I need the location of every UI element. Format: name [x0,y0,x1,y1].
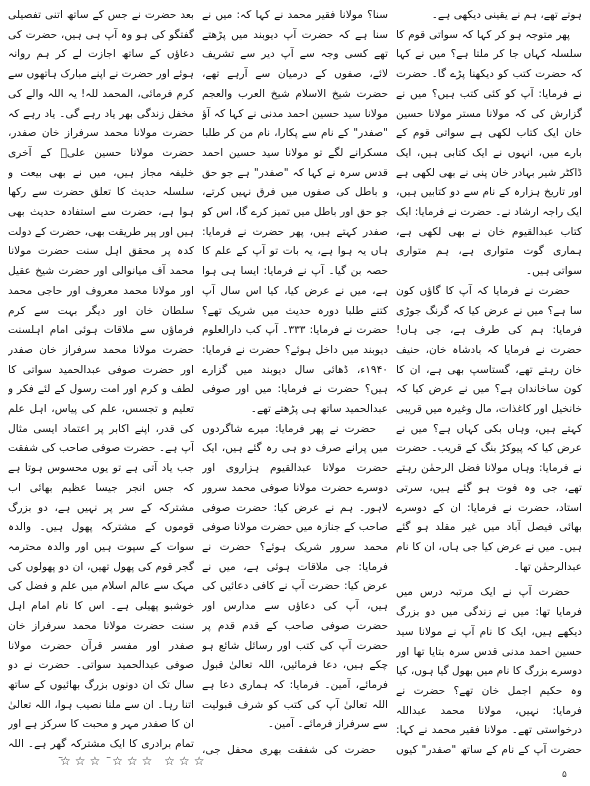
paragraph: حضرت آپ نے ایک مرتبہ درس میں فرمایا تھا: میں نے زندگی میں دو بزرگ دیکھے ہیں، ایک کا نام آپ نے مولانا سید حسین احمد مدنی قدس سرہ بتایا تھا اور دوسرے بزرگ کا نام میں بھول گیا ہوں، کیا وہ حکیم اجمل خان تھے؟ حضرت نے فرمایا: نہیں، مولانا محمد عبداللہ درخواستی تھے۔ مولانا فقیر محمد نے کہا: حضرت آپ کے نام کے ساتھ "صفدر" کیوں [396,586,582,757]
paragraph: سنا؟ مولانا فقیر محمد نے کہا کہ: میں نے سنا ہے کہ حضرت آپ دیوبند میں پڑھتے تھے کسی وجہ سے آپ دیر سے تشریف لائے، صفوں کے درمیان سے آرہے تھے، حضرت شیخ الاسلام شیخ العرب والعجم مولانا سید حسین احمد مدنی نے کہا کہ آؤ "صفدر" کے نام سے پکارا، نام من کر طلبا مسکرانے لگے تو مولانا سید حسین احمد قدس سرہ نے کہا کہ "صفدر" ہے جو حق و باطل کی صفوں میں فرق نہیں کرتے، جو حق اور باطل میں تمیز کرے گا، اس کو صفدر کہتے ہیں، پھر حضرت نے فرمایا: ہاں یہ ہوا ہے، یہ بات تو آپ کے علم کا حصہ بن گیا۔ آپ نے فرمایا: ایسا ہی ہوا ہے، میں نے عرض کیا، کیا اس سال آپ کتنے طلبا دورہ حدیث میں شریک تھے؟ حضرت نے فرمایا: ۳۳۳۔ آپ کب دارالعلوم دیوبند میں داخل ہوئے؟ حضرت نے فرمایا: ۱۹۴۰ء، ڈھائی سال دیوبند میں گزارے ہیں؟ حضرت نے فرمایا: میں اور صوفی عبدالحمید ساتھ ہی پڑھتے تھے۔ [202,9,388,416]
paragraph: پھر متوجہ ہو کر کہا کہ سواتی قوم کا سلسلہ کہاں جا کر ملتا ہے؟ میں نے کہا کہ حضرت کتب کو دیکھنا پڑے گا۔ حضرت نے فرمایا: آپ کو کئی کتب ہیں؟ میں نے گزارش کی کہ مولانا مستر مولانا حسین خان ایک کتاب لکھی ہے سواتی قوم کے بارے میں، انہوں نے ایک کتابی ہیں، ایک ڈاکٹر شیر بہادر خان پنی نے بھی لکھی ہے اور تاریخ ہزارہ کے نام سے دو کتابیں ہیں، ایک راجہ ارشاد نے۔ حضرت نے فرمایا: ایک کتاب عبدالقیوم خان نے بھی لکھی ہے، ہماری گوت متواری ہے، ہم متواری سواتی ہیں۔ [396,28,582,278]
paragraph: بعد حضرت نے جس کے ساتھ اتنی تفصیلی گفتگو کی ہو وہ آپ ہی ہیں، حضرت کی دعاؤں کے ساتھ اجازت لے کر ہم روانہ ہوئے اور حضرت نے اپنے مبارک ہاتھوں سے کرم فرمائی، المحمد للہ! یہ اللہ والے کی مخفل زندگی بھر یاد رہے گی۔ یاد رہے کہ حضرت مولانا محمد سرفراز خان صفدر، حضرت مولانا حسین علیؒ کے آخری خلیفہ مجاز ہیں، میں نے بھی بیعت و سلسلہ حدیث کا تعلق حضرت سے رکھا ہوا ہے، حضرت سے استفادہ حدیث بھی ہیں اور پیر طریقت بھی، حضرت کے دولت کدہ پر محقق اہل سنت حضرت مولانا محمد آف میانوالی اور حضرت شیخ عقیل اور مولانا محمد معروف اور حاجی محمد سلطان خان اور دیگر بہت سے کرم فرماؤں سے ملاقات ہوئی امام اہلسنت حضرت مولانا محمد سرفراز خان صفدر اور حضرت صوفی عبدالحمید سواتی کا لطف و کرم اور امت رسول کے لئے فکر و تعلیم و تجسس، علم کی پیاس، اہل علم کی قدر، اپنے اکابر پر اعتماد ایسی مثال آپ ہے۔ حضرت صوفی صاحب کی شفقت جب یاد آتی ہے تو یوں محسوس ہوتا ہے کہ جس انجر جیسا عظیم بھائی اب مشترکہ کے سر پر نہیں ہے، دو بزرگ قوموں کے مشترکہ پھول ہیں۔ والدہ سوات کے سپوت ہیں اور والدہ محترمہ گجر قوم کی پھول تھیں، ان دو پھولوں کی مہک سے عالم اسلام میں علم و فضل کی خوشبو پھیلی ہے۔ اس کا نام امام اہل سنت حضرت مولانا محمد سرفراز خان صفدر اور مفسر قرآن حضرت مولانا صوفی عبدالحمید سواتی۔ حضرت نے دو سال تک ان دونوں بزرگ بھائیوں کے ساتھ اتنا رہا۔ ان سے ملنا نصیب ہوا، اللہ تعالیٰ ان کا صفدر مہر و محبت کا سرکز ہے اور تمام برادری کا ایک مشترکہ گھر ہے۔ اللہ [8,9,194,751]
column-left [8,6,194,758]
section-end-ornament: ☆☆☆ ☆☆☆ ☆☆☆ [60,754,209,768]
paragraph: حضرت نے پھر فرمایا: میرے شاگردوں میں پرانے صرف دو ہی رہ گئے ہیں، ایک حضرت مولانا عبدالقیوم ہزاروی اور دوسرے حضرت مولانا صوفی محمد سرور لاہور۔ ہم نے عرض کیا: حضرت صوفی صاحب کے جنازہ میں حضرت مولانا صوفی محمد سرور شریک ہوئے؟ حضرت نے فرمایا: جی ملاقات ہوئی ہے، میں نے عرض کیا: حضرت آپ نے کافی دعائیں کی ہیں، آپ کی دعاؤں سے مدارس اور حضرت صوفی صاحب کے قدم قدم پر حضرت آپ کی کتب اور رسائل شائع ہو چکے ہیں، دعا فرمائیں، اللہ تعالیٰ قبول فرمائے، آمین۔ فرمایا: کہ ہماری دعا ہے اللہ تعالیٰ آپ کی کتب کو شرف قبولیت سے سرفراز فرمائے۔ آمین۔ [202,422,388,731]
page-number: ۵ [562,770,567,780]
paragraph: حضرت کی شفقت بھری محفل جی، [202,744,376,757]
column-right [396,6,582,758]
column-middle [202,6,388,758]
paragraph: ہوتے تھے، ہم نے یقینی دیکھی ہے۔ [431,9,582,21]
text-columns [8,6,582,758]
paragraph: حضرت نے فرمایا کہ آپ کا گاؤں کون سا ہے؟ میں نے عرض کیا کہ گرنگ جوڑی فرمایا: ہم کی طرف ہے، جی ہاں! حضرت نے فرمایا کہ بادشاہ خان، حنیف خان رہتے تھے، گستاسپ بھی ہے، ان کا کون ساخاندان ہے؟ میں نے عرض کیا کہ خانخیل اور کاغذات، مال وغیرہ میں قریبی کہتے ہیں، وہاں بکی کہاں ہے؟ میں نے عرض کیا کہ پیوکڑ بنگ کے قریب۔ حضرت نے فرمایا: وہاں مولانا فضل الرحمٰن رہتے تھے، جی وہ فوت ہو گئے ہیں، سرتی استاد، حضرت نے فرمایا: ان کے دوسرے بھائی فیصل آباد میں غیر مقلد ہو گئے ہیں۔ میں نے عرض کیا جی ہاں، ان کا نام عبدالرحمٰن تھا۔ [396,284,582,573]
